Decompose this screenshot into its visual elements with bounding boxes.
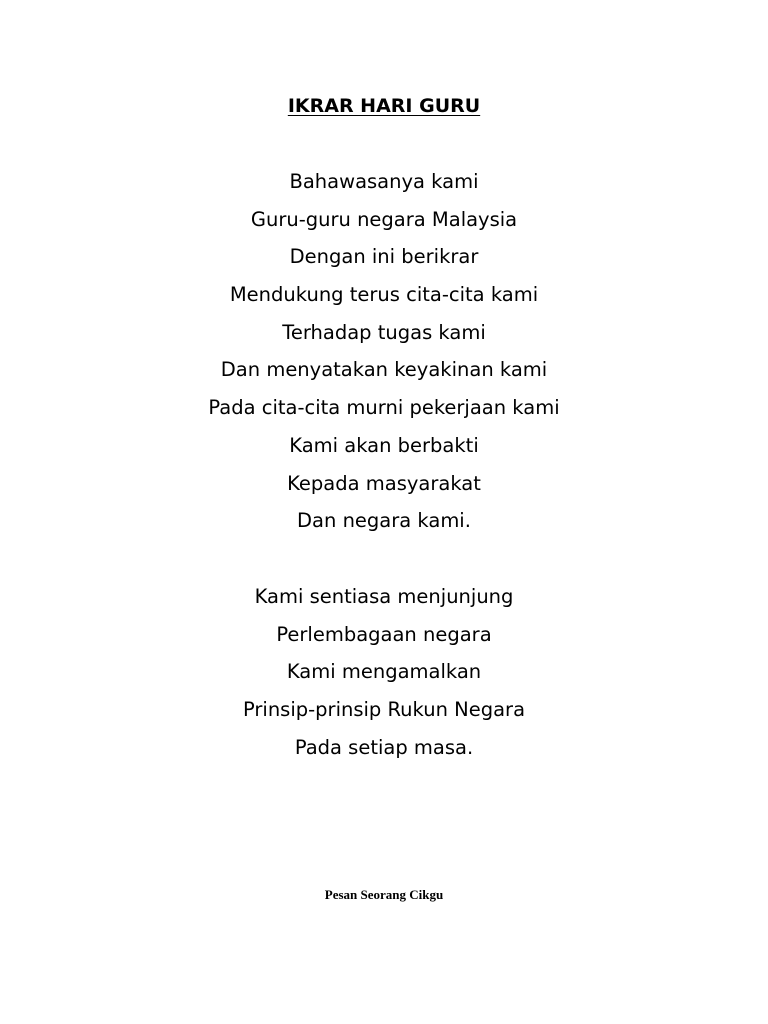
footer-credit: Pesan Seorang Cikgu <box>324 887 444 902</box>
verse-line: Terhadap tugas kami <box>282 320 486 344</box>
verse-line: Bahawasanya kami <box>289 170 479 193</box>
verse-line: Kami mengamalkan <box>286 660 482 684</box>
stanza-2 <box>0 578 768 766</box>
verse-line: Kepada masyarakat <box>287 471 481 495</box>
verse-line: Dan negara kami. <box>297 509 471 533</box>
document-title: IKRAR HARI GURU <box>287 95 481 117</box>
verse-line: Pada cita-cita murni pekerjaan kami <box>208 396 560 420</box>
verse-line: Mendukung terus cita-cita kami <box>229 283 539 307</box>
verse-line: Kami sentiasa menjunjung <box>254 585 514 608</box>
verse-line: Dengan ini berikrar <box>289 245 479 269</box>
verse-line: Perlembagaan negara <box>276 622 492 646</box>
verse-line: Prinsip-prinsip Rukun Negara <box>242 698 526 722</box>
verse-line: Guru-guru negara Malaysia <box>250 207 518 231</box>
verse-line: Kami akan berbakti <box>289 433 479 457</box>
stanza-1 <box>0 163 768 540</box>
verse-line: Pada setiap masa. <box>294 735 474 759</box>
verse-line: Dan menyatakan keyakinan kami <box>220 358 548 382</box>
